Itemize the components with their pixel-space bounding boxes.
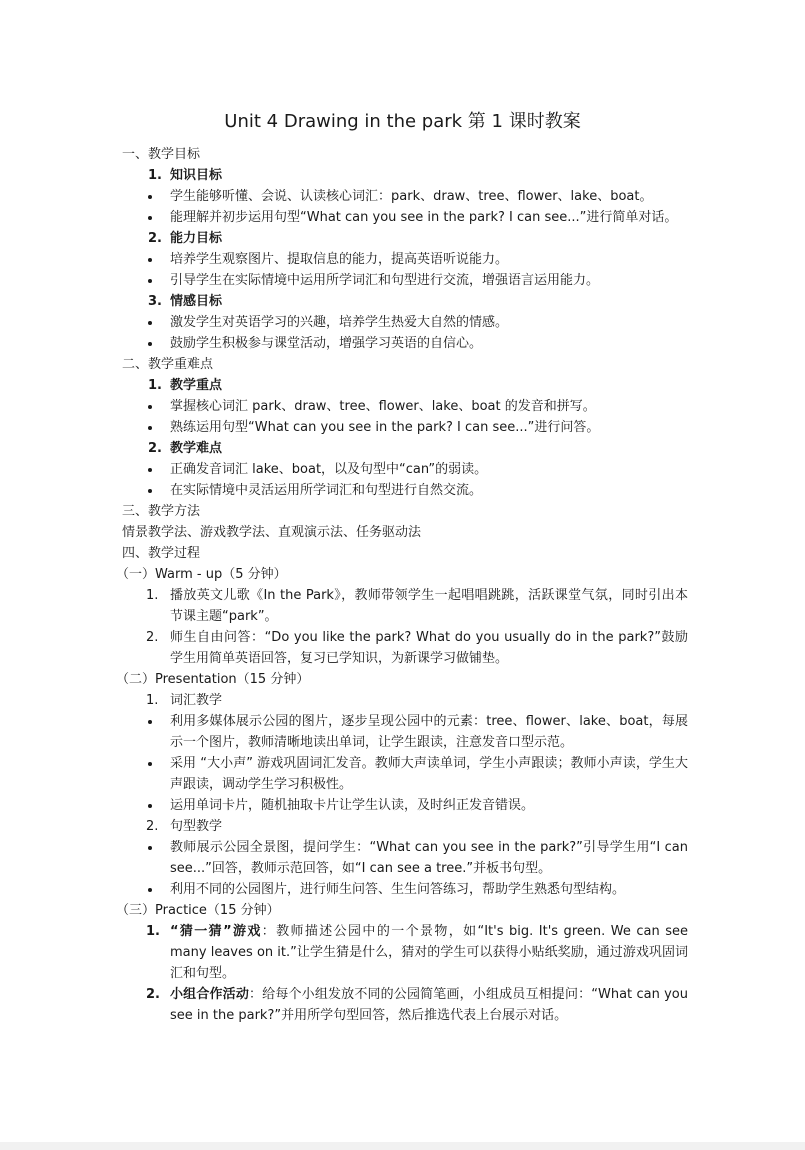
bullet-item: 鼓励学生积极参与课堂活动，增强学习英语的自信心。 bbox=[122, 333, 688, 354]
bullet-item: 引导学生在实际情境中运用所学词汇和句型进行交流，增强语言运用能力。 bbox=[122, 270, 688, 291]
bullet-item: 教师展示公园全景图，提问学生：“What can you see in the park?”引导学生用“I can see...”回答，教师示范回答，如“I can see a tree.”并板书句型。 bbox=[122, 837, 688, 879]
numbered-item: 2. 师生自由问答：“Do you like the park? What do you usually do in the park?”鼓励学生用简单英语回答，复习已学知识，为新课学习做铺垫。 bbox=[146, 630, 688, 666]
bullet-item: 能理解并初步运用句型“What can you see in the park? I can see...”进行简单对话。 bbox=[122, 207, 688, 228]
bullet-item: 利用多媒体展示公园的图片，逐步呈现公园中的元素：tree、flower、lake、boat，每展示一个图片，教师清晰地读出单词，让学生跟读，注意发音口型示范。 bbox=[122, 711, 688, 753]
bullet-item: 正确发音词汇 lake、boat，以及句型中“can”的弱读。 bbox=[122, 459, 688, 480]
section-heading-objectives: 一、教学目标 bbox=[122, 147, 201, 162]
bullet-item: 学生能够听懂、会说、认读核心词汇：park、draw、tree、flower、lake、boat。 bbox=[122, 186, 688, 207]
bullet-item: 采用 “大小声” 游戏巩固词汇发音。教师大声读单词，学生小声跟读；教师小声读，学生大声跟读，调动学生学习积极性。 bbox=[122, 753, 688, 795]
section-heading-process: 四、教学过程 bbox=[122, 546, 201, 561]
phase-heading-presentation: （二）Presentation（15 分钟） bbox=[116, 672, 310, 687]
bullet-item: 熟练运用句型“What can you see in the park? I can see...”进行问答。 bbox=[122, 417, 688, 438]
section-heading-key-points: 二、教学重难点 bbox=[122, 357, 214, 372]
numbered-item: 1. 播放英文儿歌《In the Park》，教师带领学生一起唱唱跳跳，活跃课堂气氛，同时引出本节课主题“park”。 bbox=[146, 588, 688, 624]
subheading-difficulty: 2. 教学难点 bbox=[148, 441, 223, 456]
bullet-item: 培养学生观察图片、提取信息的能力，提高英语听说能力。 bbox=[122, 249, 688, 270]
bullet-item: 在实际情境中灵活运用所学词汇和句型进行自然交流。 bbox=[122, 480, 688, 501]
document-title: Unit 4 Drawing in the park 第 1 课时教案 bbox=[224, 111, 581, 132]
subheading-focus: 1. 教学重点 bbox=[148, 378, 223, 393]
bullet-item: 利用不同的公园图片，进行师生问答、生生问答练习，帮助学生熟悉句型结构。 bbox=[122, 879, 688, 900]
subheading-emotion: 3. 情感目标 bbox=[148, 294, 223, 309]
bullet-item: 运用单词卡片，随机抽取卡片让学生认读，及时纠正发音错误。 bbox=[122, 795, 688, 816]
document-body bbox=[116, 144, 688, 1026]
bullet-item: 掌握核心词汇 park、draw、tree、flower、lake、boat 的发音和拼写。 bbox=[122, 396, 688, 417]
section-heading-methods: 三、教学方法 bbox=[122, 504, 201, 519]
numbered-item: 1. 词汇教学 bbox=[146, 693, 223, 708]
bullet-item: 激发学生对英语学习的兴趣，培养学生热爱大自然的情感。 bbox=[122, 312, 688, 333]
numbered-item: 1. “猜一猜”游戏：教师描述公园中的一个景物，如“It's big. It's green. We can see many leaves on it.”让学生猜是什么，猜对的学生可以获得小贴纸奖励，通过游戏巩固词汇和句型。 bbox=[146, 924, 688, 981]
phase-heading-warmup: （一）Warm - up（5 分钟） bbox=[116, 567, 287, 582]
subheading-knowledge: 1. 知识目标 bbox=[148, 168, 223, 183]
numbered-item: 2. 句型教学 bbox=[146, 819, 223, 834]
phase-heading-practice: （三）Practice（15 分钟） bbox=[116, 903, 280, 918]
methods-text: 情景教学法、游戏教学法、直观演示法、任务驱动法 bbox=[122, 525, 422, 540]
numbered-item: 2. 小组合作活动：给每个小组发放不同的公园简笔画，小组成员互相提问：“What can you see in the park?”并用所学句型回答，然后推选代表上台展示对话。 bbox=[146, 987, 688, 1023]
subheading-ability: 2. 能力目标 bbox=[148, 231, 223, 246]
